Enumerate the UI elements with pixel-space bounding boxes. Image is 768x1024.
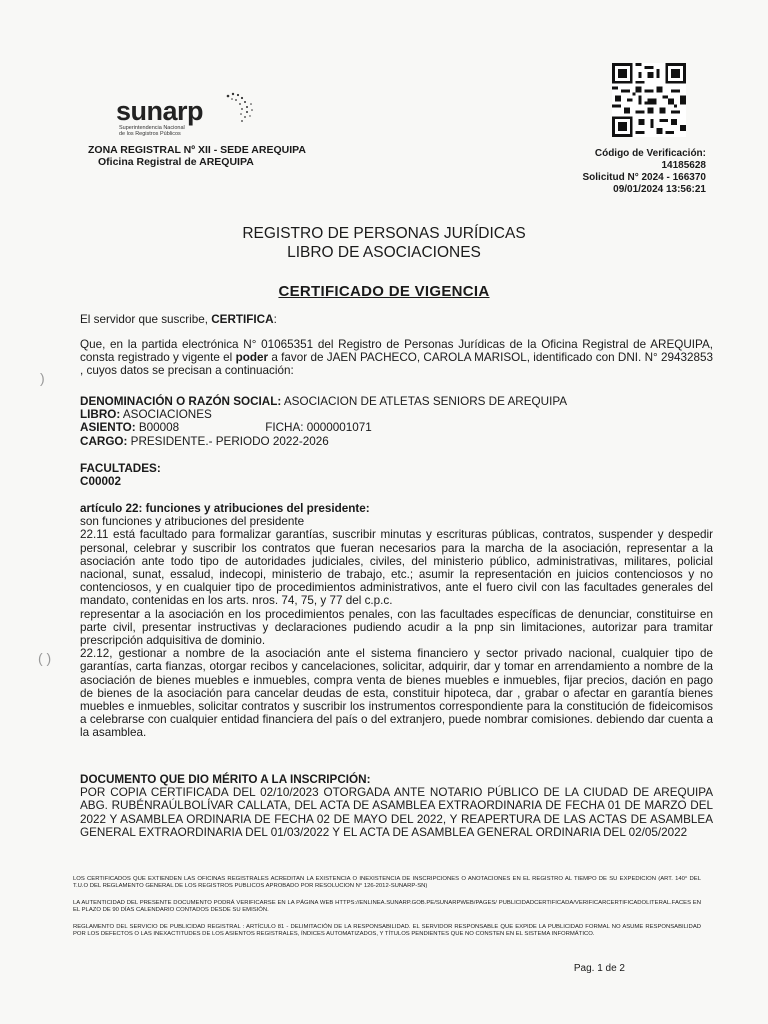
- articulo-p1: 22.11 está facultado para formalizar garantías, suscribir minutas y escrituras públicas, contratos, suspender y despedir personal, celebrar y suscribir los contratos que fueran necesarios para la marcha de la asociación, representar a la asociación ante todo tipo de autoridades judiciales, civiles, del ministerio público, administrativas, militares, policial nacional, sunat, essalud, indecopi, ministerio de trabajo, etc.; asumir la representación en juicios contenciosos y no contenciosos, y en cualquier tipo de procedimientos administrativos, ante el fuero civil con las facultades generales del mandato, contenidas en los arts. nros. 74, 75, y 77 del c.p.c.: [80, 528, 713, 608]
- articulo-p0: son funciones y atribuciones del presidente: [80, 515, 305, 529]
- verification-code: 14185628: [661, 160, 706, 171]
- articulo-p3: 22.12, gestionar a nombre de la asociación ante el sistema financiero y sector privado nacional, cualquier tipo de garantías, carta fianzas, otorgar recibos y cancelaciones, solicitar, adquirir, dar y tomar en arrendamiento a nombre de la asociación de bienes muebles e inmuebles, compra venta de bienes muebles e inmuebles, fijar precios, dación en pago de bienes de la asociación para cancelar deudas de esta, constituir hipoteca, dar , grabar o afectar en garantía bienes muebles e inmuebles, solicitar contratos y suscribir los instrumentos correspondiente para la constitución de fideicomisos a celebrarse con cualquier entidad financiera del país o del extranjero, puede nombrar comisiones. debiendo dar cuenta a la asamblea.: [80, 647, 713, 740]
- articulo-title: artículo 22: funciones y atribuciones del presidente:: [80, 502, 370, 515]
- registry-titles: [0, 224, 768, 262]
- punch-hole-mark: ): [40, 370, 45, 386]
- logo-subtitle: Superintendencia Nacional de los Registros Públicos: [119, 125, 185, 137]
- registry-title: REGISTRO DE PERSONAS JURÍDICAS: [242, 225, 526, 242]
- certification-paragraph: Que, en la partida electrónica N° 01065351 del Registro de Personas Jurídicas de la Oficina Registral de AREQUIPA, consta registrado y vigente el poder a favor de JAEN PACHECO, CAROLA MARISOL, identificado con DNI. N° 29432853 , cuyos datos se precisan a continuación:: [80, 338, 713, 378]
- punch-hole-mark: ( ): [38, 650, 52, 666]
- asiento-row: ASIENTO: B00008 FICHA: 0000001071: [80, 421, 372, 435]
- issue-datetime: 09/01/2024 13:56:21: [613, 184, 706, 195]
- footer-note-1: LOS CERTIFICADOS QUE EXTIENDEN LAS OFICINAS REGISTRALES ACREDITAN LA EXISTENCIA O INEXISTENCIA DE INSCRIPCIONES O ANOTACIONES EN EL REGISTRO AL TIEMPO DE SU EXPEDICION (ART. 140° DEL T.U.O DEL REGLAMENTO GENERAL DE LOS REGISTROS PUBLICOS APROBADO POR RESOLUCION N° 126-2012-SUNARP-SN): [73, 876, 701, 889]
- articulo-p2: representar a la asociación en los procedimientos penales, con las facultades específicas de denunciar, constituirse en parte civil, presentar instructivas y declaraciones pudiendo acudir a la pnp sin limitaciones, autorizar para tramitar prescripción adquisitiva de dominio.: [80, 607, 713, 648]
- page-number: Pag. 1 de 2: [573, 963, 625, 974]
- zona-text: ZONA REGISTRAL Nº XII - SEDE AREQUIPA: [88, 144, 306, 156]
- book-title: LIBRO DE ASOCIACIONES: [287, 244, 481, 261]
- logo-dots-icon: [220, 90, 260, 130]
- registry-zone: [88, 144, 306, 168]
- documento-label: DOCUMENTO QUE DIO MÉRITO A LA INSCRIPCIÓN:: [80, 773, 371, 786]
- intro-line: El servidor que suscribe, CERTIFICA:: [80, 313, 277, 326]
- denominacion-row: DENOMINACIÓN O RAZÓN SOCIAL: ASOCIACION DE ATLETAS SENIORS DE AREQUIPA: [80, 395, 568, 408]
- certificate-title: CERTIFICADO DE VIGENCIA: [278, 283, 490, 300]
- ficha-value: FICHA: 0000001071: [265, 421, 372, 435]
- qr-code-icon: [611, 63, 687, 137]
- articulo-block: [80, 502, 713, 740]
- facultades-label: FACULTADES:: [80, 462, 161, 475]
- sunarp-logo: [116, 96, 203, 137]
- libro-row: LIBRO: ASOCIACIONES: [80, 408, 212, 422]
- entity-details: [80, 395, 713, 448]
- cargo-row: CARGO: PRESIDENTE.- PERIODO 2022-2026: [80, 434, 329, 448]
- footer-note-2: LA AUTENTICIDAD DEL PRESENTE DOCUMENTO PODRÁ VERIFICARSE EN LA PÁGINA WEB HTTPS://ENLINEA.SUNARP.GOB.PE/SUNARPWEB/PAGES/ PUBLICIDADCERTIFICADA/VERIFICARCERTIFICADOLITERAL.FACES EN EL PLAZO DE 90 DÍAS CALENDARIO CONTADOS DESDE SU EMISIÓN.: [73, 900, 701, 913]
- verification-label: Código de Verificación:: [594, 148, 706, 159]
- oficina-text: Oficina Registral de AREQUIPA: [98, 156, 254, 168]
- solicitud-number: Solicitud N° 2024 - 166370: [582, 172, 706, 183]
- facultades-code: C00002: [80, 475, 121, 489]
- facultades-block: [80, 462, 713, 488]
- footer-note-3: REGLAMENTO DEL SERVICIO DE PUBLICIDAD REGISTRAL : ARTÍCULO 81 - DELIMITACIÓN DE LA RESPONSABILIDAD. EL SERVIDOR RESPONSABLE QUE EXPIDE LA PUBLICIDAD FORMAL NO ASUME RESPONSABILIDAD POR LOS DEFECTOS O LAS INEXACTITUDES DE LOS ASIENTOS REGISTRALES, ÍNDICES AUTOMATIZADOS, Y TÍTULOS PENDIENTES QUE NO CONSTEN EN EL SISTEMA INFORMÁTICO.: [73, 924, 701, 937]
- documento-text: POR COPIA CERTIFICADA DEL 02/10/2023 OTORGADA ANTE NOTARIO PÚBLICO DE LA CIUDAD DE AREQUIPA ABG. RUBÉNRAÚLBOLÍVAR CALLATA, DEL ACTA DE ASAMBLEA EXTRAORDINARIA DE FECHA 01 DE MARZO DEL 2022 Y ASAMBLEA ORDINARIA DE FECHA 02 DE MAYO DEL 2022, Y REAPERTURA DE LAS ACTAS DE ASAMBLEA GENERAL EXTRAORDINARIA DEL 01/03/2022 Y EL ACTA DE ASAMBLEA GENERAL ORDINARIA DEL 02/05/2022: [80, 786, 713, 839]
- documento-block: [80, 773, 713, 839]
- verification-block: [582, 148, 706, 196]
- logo-text: sunarp: [116, 96, 204, 126]
